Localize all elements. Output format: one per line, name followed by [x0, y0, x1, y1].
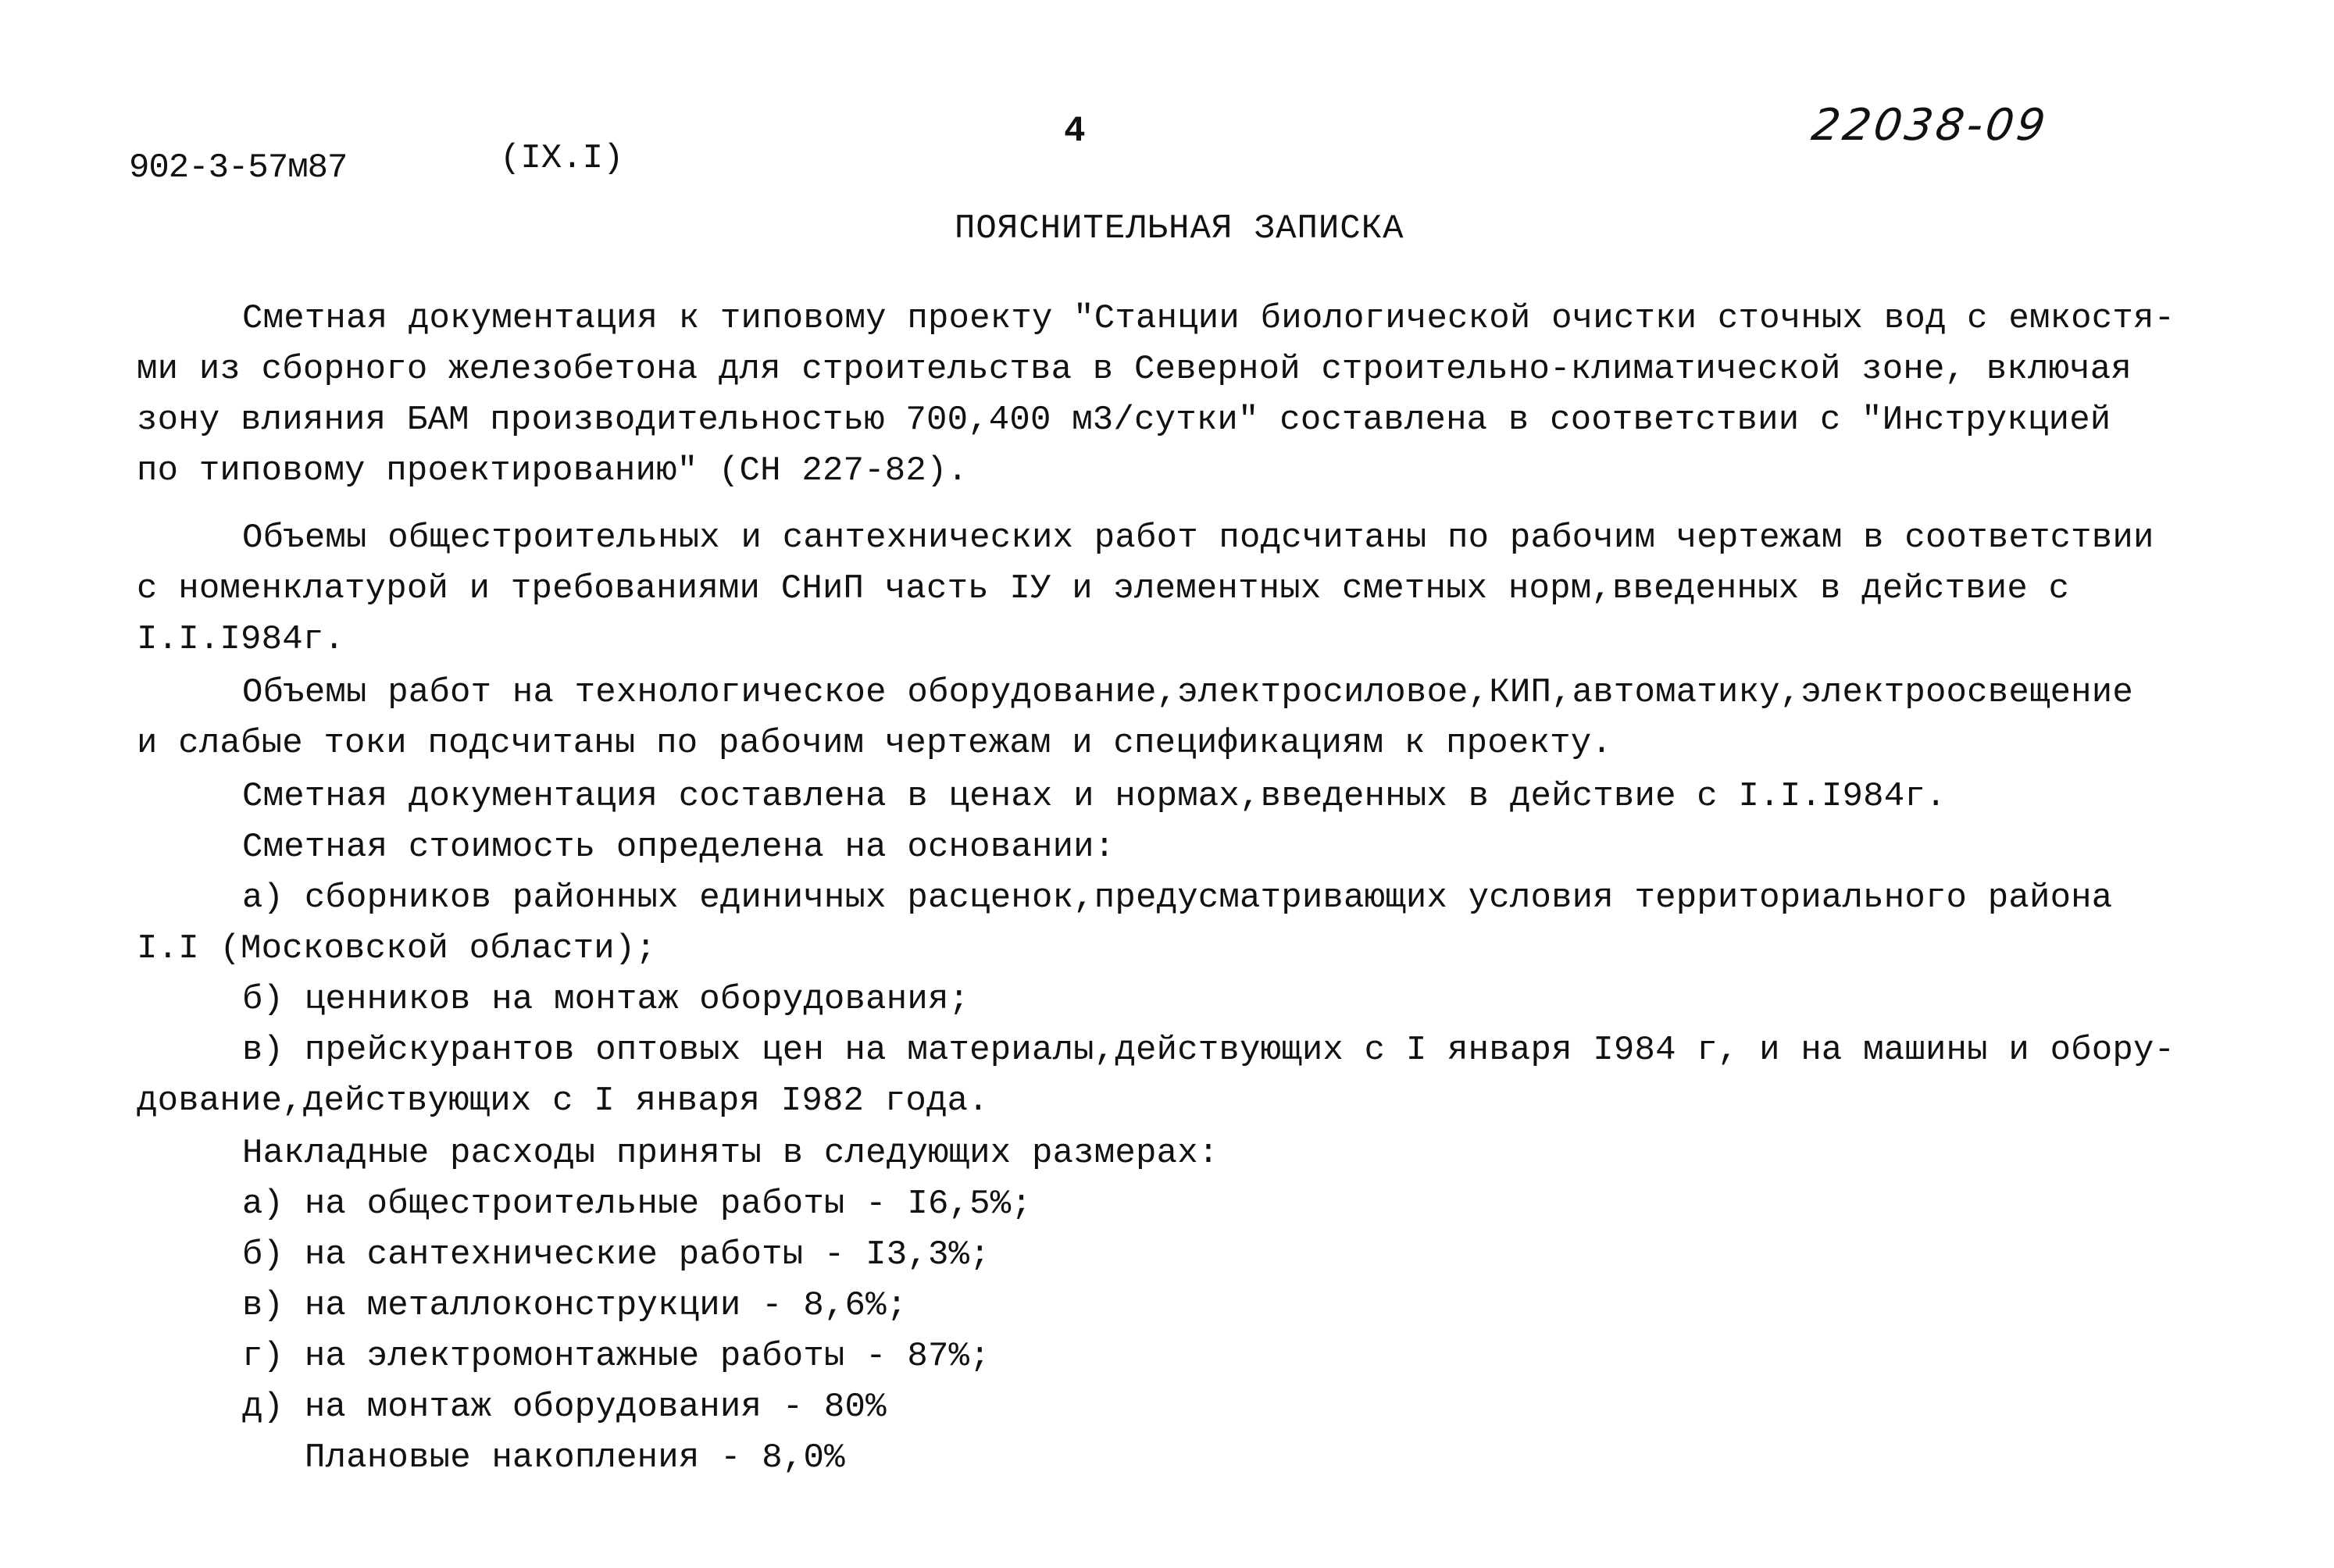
text-line: ми из сборного железобетона для строительства в Северной строительно-климатической зоне, включая — [137, 350, 2132, 389]
text-line: г) на электромонтажные работы - 87%; — [242, 1337, 990, 1376]
text-line: и слабые токи подсчитаны по рабочим чертежам и спецификациям к проекту. — [137, 724, 1612, 763]
text-line: Объемы работ на технологическое оборудование,электросиловое,КИП,автоматику,электроосвещение — [242, 673, 2133, 712]
text-line: б) ценников на монтаж оборудования; — [242, 980, 970, 1019]
text-line: в) прейскурантов оптовых цен на материалы,действующих с I января I984 г, и на машины и обору- — [242, 1031, 2175, 1070]
section-code: (IX.I) — [500, 139, 624, 178]
text-line: Накладные расходы приняты в следующих размерах: — [242, 1134, 1219, 1173]
text-line: б) на сантехнические работы - I3,3%; — [242, 1235, 990, 1274]
text-line: в) на металлоконструкции - 8,6%; — [242, 1286, 908, 1325]
text-line: зону влияния БАМ производительностью 700,400 м3/сутки" составлена в соответствии с "Инструкцией — [137, 401, 2111, 440]
handwritten-stamp-number: 22038-09 — [1808, 100, 2052, 151]
text-line: Объемы общестроительных и сантехнических работ подсчитаны по рабочим чертежам в соответствии — [242, 519, 2154, 558]
text-line: а) сборников районных единичных расценок,предусматривающих условия территориального района — [242, 878, 2113, 918]
text-line: д) на монтаж оборудования - 80% — [242, 1388, 887, 1427]
text-line: Сметная документация составлена в ценах и нормах,введенных в действие с I.I.I984г. — [242, 777, 1947, 816]
text-line: I.I (Московской области); — [137, 929, 657, 968]
page-number: 4 — [1064, 111, 1086, 151]
text-line: Сметная стоимость определена на основании: — [242, 828, 1115, 867]
text-line: а) на общестроительные работы - I6,5%; — [242, 1185, 1032, 1224]
text-line: с номенклатурой и требованиями СНиП часть IУ и элементных сметных норм,введенных в действие с — [137, 569, 2070, 608]
text-line: Плановые накопления - 8,0% — [305, 1438, 845, 1477]
text-line: по типовому проектированию" (СН 227-82). — [137, 451, 969, 490]
text-line: дование,действующих с I января I982 года. — [137, 1082, 989, 1121]
text-line: I.I.I984г. — [137, 620, 345, 659]
text-line: Сметная документация к типовому проекту "Станции биологической очистки сточных вод с емкостя- — [242, 299, 2175, 338]
page-title: ПОЯСНИТЕЛЬНАЯ ЗАПИСКА — [955, 209, 1404, 248]
document-code: 902-3-57м87 — [129, 148, 348, 187]
